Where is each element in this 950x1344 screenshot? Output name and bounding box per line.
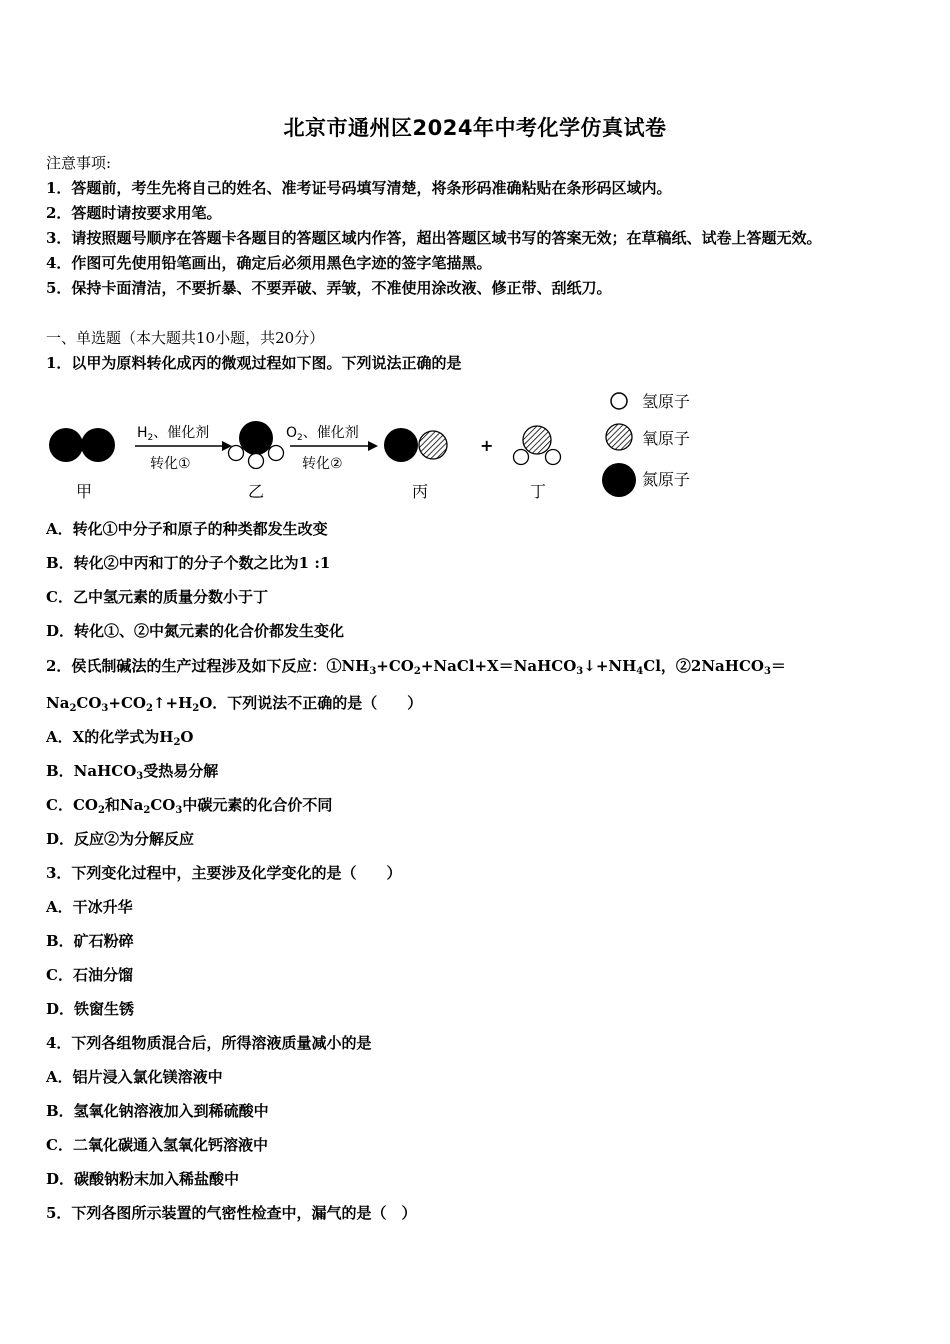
question-1-option-b: B．转化②中丙和丁的分子个数之比为1 :1 [46,554,331,572]
arrow2-bottom-label: 转化② [302,456,343,472]
question-3-option-b: B．矿石粉碎 [46,932,134,950]
label-jia: 甲 [76,482,93,501]
arrow1-bottom-label: 转化① [150,456,191,472]
arrow1-top-prefix: H [137,425,148,441]
notice-item: 1．答题前，考生先将自己的姓名、准考证号码填写清楚，将条形码准确粘贴在条形码区域内。 [46,179,672,197]
legend [602,392,690,497]
plus-sign: + [480,436,494,455]
question-2-option-c: C．$CO_2$和$Na_2CO_3$中碳元素的化合价不同 [46,796,333,816]
question-4-option-c: C．二氧化碳通入氢氧化钙溶液中 [46,1136,268,1154]
label-bing: 丙 [412,482,429,501]
question-2-stem-line-1: 2．侯氏制碱法的生产过程涉及如下反应：$①NH_3+CO_2+NaCl+X=NaHCO_3↓+NH_4Cl$，②2NaHCO$_3$＝ [46,657,786,677]
label-ding: 丁 [530,482,547,501]
reaction-diagram [40,385,720,505]
legend-hydrogen: 氢原子 [642,392,691,411]
question-2-option-a: A．X的化学式为$H_2O$ [46,728,194,748]
notice-item: 2．答题时请按要求用笔。 [46,204,222,222]
notice-item: 4．作图可先使用铅笔画出，确定后必须用黑色字迹的签字笔描黑。 [46,254,492,272]
svg-text:O2、催化剂 [286,424,359,443]
question-1-option-d: D．转化①、②中氮元素的化合价都发生变化 [46,622,345,640]
molecule-bing [384,428,447,462]
svg-text:H2、催化剂 [137,424,209,443]
question-2-option-d: D．反应②为分解反应 [46,830,195,848]
legend-nitrogen: 氮原子 [642,470,691,489]
arrow2-top-suffix: 、催化剂 [302,425,359,441]
question-3-option-a: A．干冰升华 [46,898,133,916]
notice-item: 3．请按照题号顺序在答题卡各题目的答题区域内作答，超出答题区域书写的答案无效；在草稿纸、试卷上答题无效。 [46,229,822,247]
arrow2-top-sub: 2 [297,433,303,443]
notice-item: 5．保持卡面清洁，不要折暴、不要弄破、弄皱，不准使用涂改液、修正带、刮纸刀。 [46,279,612,297]
question-3-stem: 3．下列变化过程中，主要涉及化学变化的是（ ） [46,864,402,882]
question-3-option-c: C．石油分馏 [46,966,133,984]
section-heading: 一、单选题（本大题共10小题，共20分） [46,329,325,347]
question-4-option-b: B．氢氧化钠溶液加入到稀硫酸中 [46,1102,269,1120]
question-1-stem: 1．以甲为原料转化成丙的微观过程如下图。下列说法正确的是 [46,354,462,372]
question-5-stem: 5．下列各图所示装置的气密性检查中，漏气的是（ ） [46,1204,417,1222]
question-2-stem-line-2: $Na_2CO_3+CO_2↑+H_2O$．下列说法不正确的是（ ） [46,694,423,714]
question-4-stem: 4．下列各组物质混合后，所得溶液质量减小的是 [46,1034,372,1052]
label-yi: 乙 [248,482,265,501]
question-1-option-c: C．乙中氢元素的质量分数小于丁 [46,588,268,606]
arrow1-top-sub: 2 [147,433,154,443]
arrow2-top-prefix: O [286,425,298,441]
legend-oxygen: 氧原子 [642,429,691,448]
molecule-yi [229,421,284,469]
molecule-jia [49,428,115,462]
arrow1-top-suffix: 、催化剂 [153,425,210,441]
arrow-conversion-1 [135,424,232,472]
question-2-option-b: B．NaHCO$_3$受热易分解 [46,762,219,782]
page-title: 北京市通州区2024年中考化学仿真试卷 [283,116,667,140]
arrow-conversion-2 [286,424,378,472]
question-4-option-a: A．铝片浸入氯化镁溶液中 [46,1068,223,1086]
question-4-option-d: D．碳酸钠粉末加入稀盐酸中 [46,1170,240,1188]
molecule-ding [514,426,561,465]
question-1-option-a: A．转化①中分子和原子的种类都发生改变 [46,520,328,538]
notice-heading: 注意事项: [46,154,112,172]
question-3-option-d: D．铁窗生锈 [46,1000,135,1018]
